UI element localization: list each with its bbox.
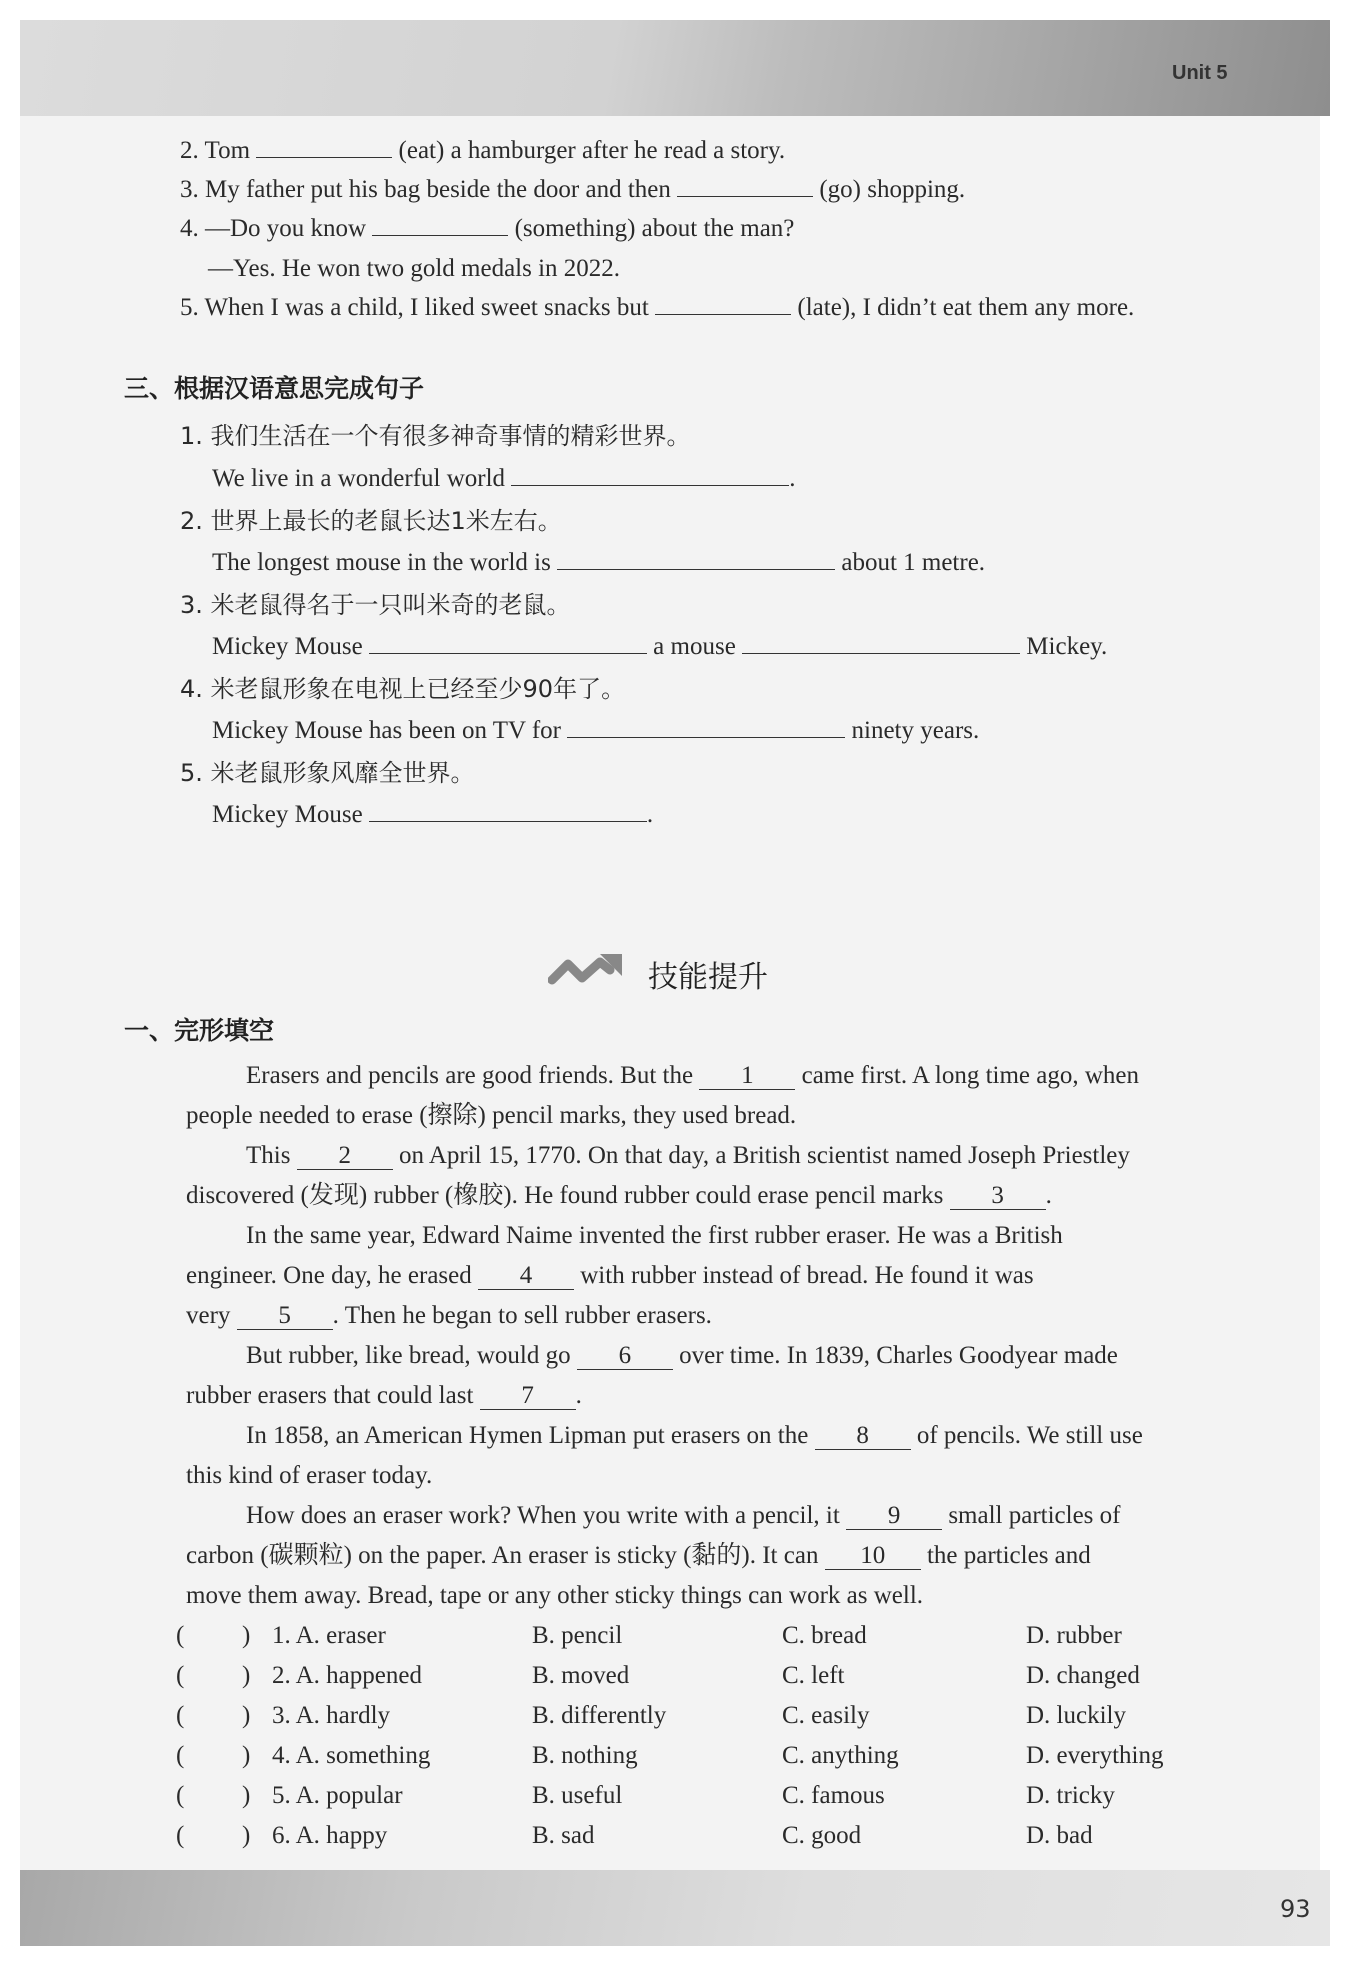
option-a: 6. A. happy [272, 1822, 388, 1849]
section3-en-3: Mickey Mouse a mouse Mickey. [212, 633, 1108, 660]
cloze-line-12: How does an eraser work? When you write with a pencil, it 9 small particles of [246, 1502, 1121, 1529]
section3-en-5: Mickey Mouse . [212, 801, 654, 828]
option-b: B. useful [532, 1782, 623, 1809]
answer-paren-left[interactable]: ( [176, 1822, 185, 1849]
trend-arrow-icon [548, 950, 628, 990]
part2-item-2: 2. Tom (eat) a hamburger after he read a story. [180, 137, 786, 164]
cloze-line-4: discovered (发现) rubber (橡胶). He found rubber could erase pencil marks 3 . [186, 1182, 1052, 1209]
section3-en-1: We live in a wonderful world . [212, 465, 796, 492]
cloze-line-9: rubber erasers that could last 7 . [186, 1382, 582, 1409]
option-c: C. left [782, 1662, 845, 1689]
cloze-blank[interactable]: 6 [577, 1343, 673, 1370]
cloze-line-11: this kind of eraser today. [186, 1462, 433, 1489]
cloze-blank[interactable]: 9 [846, 1503, 942, 1530]
answer-paren-left[interactable]: ( [176, 1782, 185, 1809]
option-a: 4. A. something [272, 1742, 431, 1769]
answer-paren-left[interactable]: ( [176, 1662, 185, 1689]
section3-zh-5: 5. 米老鼠形象风靡全世界。 [180, 759, 475, 787]
option-a: 3. A. hardly [272, 1702, 391, 1729]
part2-item-4: 4. —Do you know (something) about the man? [180, 215, 795, 242]
option-c: C. anything [782, 1742, 899, 1769]
cloze-line-13: carbon (碳颗粒) on the paper. An eraser is sticky (黏的). It can 10 the particles and [186, 1542, 1091, 1569]
cloze-blank[interactable]: 1 [699, 1063, 795, 1090]
answer-paren-right[interactable]: ) [242, 1702, 251, 1729]
option-d: D. changed [1026, 1662, 1140, 1689]
option-b: B. moved [532, 1662, 630, 1689]
cloze-blank[interactable]: 3 [950, 1183, 1046, 1210]
answer-paren-right[interactable]: ) [242, 1742, 251, 1769]
option-c: C. good [782, 1822, 862, 1849]
cloze-blank[interactable]: 4 [478, 1263, 574, 1290]
section3-en-4: Mickey Mouse has been on TV for ninety years. [212, 717, 980, 744]
cloze-line-14: move them away. Bread, tape or any other sticky things can work as well. [186, 1582, 924, 1609]
option-c: C. bread [782, 1622, 867, 1649]
option-b: B. nothing [532, 1742, 638, 1769]
answer-blank[interactable] [557, 549, 835, 570]
answer-blank[interactable] [511, 465, 789, 486]
skill-section-title: 技能提升 [648, 960, 768, 995]
answer-paren-right[interactable]: ) [242, 1782, 251, 1809]
answer-blank[interactable] [369, 801, 647, 822]
option-c: C. famous [782, 1782, 885, 1809]
option-b: B. sad [532, 1822, 595, 1849]
cloze-line-6: engineer. One day, he erased 4 with rubber instead of bread. He found it was [186, 1262, 1034, 1289]
cloze-line-3: This 2 on April 15, 1770. On that day, a British scientist named Joseph Priestley [246, 1142, 1130, 1169]
cloze-line-1: Erasers and pencils are good friends. But the 1 came first. A long time ago, when [246, 1062, 1140, 1089]
footer-band [20, 1870, 1330, 1946]
answer-blank[interactable] [567, 717, 845, 738]
section3-zh-1: 1. 我们生活在一个有很多神奇事情的精彩世界。 [180, 422, 691, 450]
cloze-blank[interactable]: 10 [825, 1543, 921, 1570]
cloze-blank[interactable]: 2 [297, 1143, 393, 1170]
option-d: D. bad [1026, 1822, 1093, 1849]
section3-zh-4: 4. 米老鼠形象在电视上已经至少90年了。 [180, 675, 626, 703]
cloze-line-7: very 5 . Then he began to sell rubber erasers. [186, 1302, 712, 1329]
option-d: D. luckily [1026, 1702, 1126, 1729]
cloze-title: 一、完形填空 [124, 1016, 275, 1045]
option-b: B. differently [532, 1702, 667, 1729]
cloze-line-10: In 1858, an American Hymen Lipman put erasers on the 8 of pencils. We still use [246, 1422, 1143, 1449]
cloze-blank[interactable]: 5 [237, 1303, 333, 1330]
answer-blank[interactable] [372, 215, 508, 236]
answer-paren-left[interactable]: ( [176, 1622, 185, 1649]
answer-blank[interactable] [655, 294, 791, 315]
page-number: 93 [1280, 1895, 1311, 1923]
option-a: 1. A. eraser [272, 1622, 386, 1649]
section3-en-2: The longest mouse in the world is about 1 metre. [212, 549, 986, 576]
cloze-line-5: In the same year, Edward Naime invented the first rubber eraser. He was a British [246, 1222, 1063, 1249]
section3-title: 三、根据汉语意思完成句子 [124, 374, 425, 403]
answer-paren-right[interactable]: ) [242, 1622, 251, 1649]
option-b: B. pencil [532, 1622, 623, 1649]
section3-zh-2: 2. 世界上最长的老鼠长达1米左右。 [180, 507, 562, 535]
answer-paren-left[interactable]: ( [176, 1702, 185, 1729]
option-a: 2. A. happened [272, 1662, 422, 1689]
header-band [20, 20, 1330, 116]
option-d: D. rubber [1026, 1622, 1122, 1649]
section3-zh-3: 3. 米老鼠得名于一只叫米奇的老鼠。 [180, 591, 571, 619]
part2-item-3: 3. My father put his bag beside the door and then (go) shopping. [180, 176, 966, 203]
cloze-line-8: But rubber, like bread, would go 6 over time. In 1839, Charles Goodyear made [246, 1342, 1118, 1369]
option-a: 5. A. popular [272, 1782, 403, 1809]
option-d: D. tricky [1026, 1782, 1115, 1809]
answer-blank[interactable] [369, 633, 647, 654]
answer-paren-left[interactable]: ( [176, 1742, 185, 1769]
part2-item-4-answer: —Yes. He won two gold medals in 2022. [208, 255, 621, 282]
answer-blank[interactable] [256, 137, 392, 158]
option-c: C. easily [782, 1702, 870, 1729]
answer-paren-right[interactable]: ) [242, 1822, 251, 1849]
cloze-line-2: people needed to erase (擦除) pencil marks, they used bread. [186, 1102, 797, 1129]
unit-label: Unit 5 [1172, 62, 1228, 84]
cloze-blank[interactable]: 8 [815, 1423, 911, 1450]
answer-blank[interactable] [677, 176, 813, 197]
option-d: D. everything [1026, 1742, 1164, 1769]
part2-item-5: 5. When I was a child, I liked sweet snacks but (late), I didn’t eat them any more. [180, 294, 1135, 321]
answer-blank[interactable] [742, 633, 1020, 654]
cloze-blank[interactable]: 7 [480, 1383, 576, 1410]
answer-paren-right[interactable]: ) [242, 1662, 251, 1689]
